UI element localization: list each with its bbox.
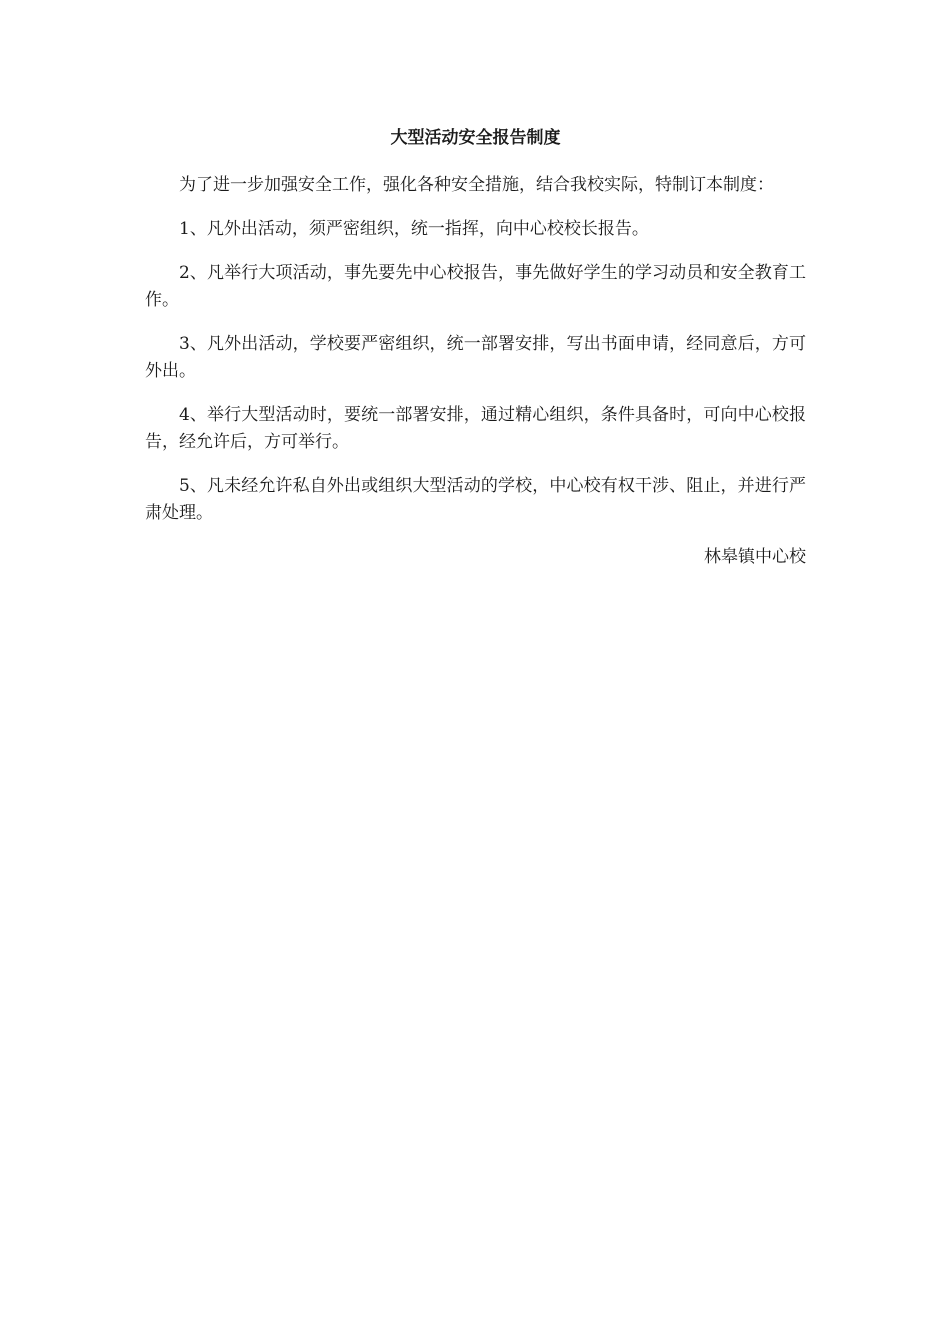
rule-item-5: 5、凡未经允许私自外出或组织大型活动的学校，中心校有权干涉、阻止，并进行严肃处理。 (145, 476, 806, 523)
rule-item-1: 1、凡外出活动，须严密组织，统一指挥，向中心校校长报告。 (179, 219, 649, 239)
document-page (145, 124, 806, 571)
signature: 林皋镇中心校 (704, 547, 806, 567)
intro-paragraph: 为了进一步加强安全工作，强化各种安全措施，结合我校实际，特制订本制度： (179, 175, 774, 195)
rule-item-3: 3、凡外出活动，学校要严密组织，统一部署安排，写出书面申请，经同意后，方可外出。 (145, 334, 806, 381)
rule-item-4: 4、举行大型活动时，要统一部署安排，通过精心组织，条件具备时，可向中心校报告，经允许后，方可举行。 (145, 405, 806, 452)
document-title: 大型活动安全报告制度 (390, 128, 561, 148)
rule-item-2: 2、凡举行大项活动，事先要先中心校报告，事先做好学生的学习动员和安全教育工作。 (145, 263, 806, 310)
